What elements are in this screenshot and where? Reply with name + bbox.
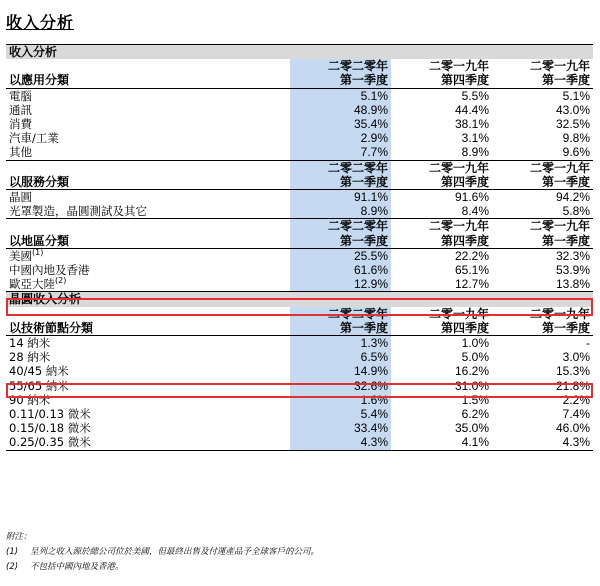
column-header-year: 二零一九年 [428, 306, 489, 321]
footnotes [6, 530, 319, 575]
row-value: 3.1% [461, 131, 489, 146]
row-value: 2.9% [290, 131, 391, 145]
footnote-2-number: (2) [6, 562, 19, 572]
footnote-marker: (2) [55, 277, 67, 286]
row-value: 22.2% [454, 248, 489, 263]
row-label [6, 190, 290, 205]
row-value: 5.1% [562, 88, 591, 103]
section-header [6, 292, 593, 307]
row-value: 12.9% [290, 277, 391, 292]
column-header-quarter: 第一季度 [290, 321, 391, 336]
row-label [6, 117, 290, 131]
row-value: 44.4% [454, 102, 489, 117]
column-header-quarter: 第一季度 [290, 234, 391, 249]
row-label [6, 248, 290, 263]
table-row [6, 88, 593, 103]
row-value: 16.2% [454, 364, 489, 379]
row-value: 48.9% [290, 103, 391, 117]
row-value: 32.5% [555, 117, 591, 132]
table-row [6, 117, 593, 131]
row-label [6, 263, 290, 277]
column-header-year: 二零一九年 [530, 59, 591, 74]
column-header-quarter: 第一季度 [492, 321, 593, 336]
row-value: 1.0% [461, 336, 489, 351]
column-header-year: 二零二零年 [290, 160, 391, 175]
column-header-row [6, 307, 593, 321]
column-header-row [6, 73, 593, 88]
row-value: 1.5% [461, 392, 489, 407]
column-header-row [6, 175, 593, 190]
row-value: 65.1% [454, 263, 489, 278]
row-value: 9.8% [562, 131, 591, 146]
row-label [6, 435, 290, 450]
section-title: 晶圓收入分析 [6, 292, 593, 307]
row-label-text: 消費 [9, 117, 32, 132]
row-label-text: 通訊 [9, 102, 32, 117]
table-row [6, 190, 593, 205]
row-value: 5.0% [461, 350, 489, 365]
row-label-text: 汽車/工業 [9, 131, 59, 146]
footnote-marker: (1) [32, 248, 44, 258]
footnote-1-number: (1) [6, 547, 19, 557]
row-value: 61.6% [290, 263, 391, 277]
table-row [6, 263, 593, 277]
row-value: 32.3% [555, 248, 591, 263]
row-value: 5.4% [290, 407, 391, 421]
row-label-text: 晶圓 [9, 190, 32, 205]
row-value: 5.1% [290, 88, 391, 103]
group-label: 以地區分類 [6, 234, 290, 249]
row-value: 43.0% [555, 102, 591, 117]
footnotes-heading: 附注： [6, 532, 32, 542]
page-title: 收入分析 [6, 13, 75, 32]
header-spacer [6, 59, 290, 73]
column-header-year: 二零一九年 [530, 306, 591, 321]
column-header-year: 二零一九年 [530, 219, 591, 234]
row-label-text: 美國 [9, 248, 32, 263]
row-value: 4.3% [492, 435, 593, 450]
row-label [6, 131, 290, 145]
footnote-1-text: 呈列之收入源於總公司位於美國，但最終出售及付運產品予全球客戶的公司。 [30, 547, 320, 557]
row-value: 35.4% [290, 117, 391, 131]
row-label-text: 40/45 納米 [9, 364, 69, 379]
row-value: 12.7% [391, 277, 492, 292]
group-label: 以應用分類 [6, 73, 290, 88]
group-label: 以服務分類 [6, 175, 290, 190]
row-label-text: 其他 [9, 145, 32, 160]
row-value: 4.3% [290, 435, 391, 450]
footnote-2-text: 不包括中國內地及香港。 [30, 562, 124, 572]
table-row [6, 407, 593, 421]
row-value: 15.3% [555, 364, 591, 379]
column-header-quarter: 第一季度 [492, 234, 593, 249]
row-label-text: 歐亞大陸 [9, 277, 55, 292]
row-label [6, 277, 290, 292]
row-value: - [586, 336, 591, 351]
row-label-text: 90 納米 [9, 392, 51, 407]
column-header-year: 二零一九年 [428, 59, 489, 74]
row-value: 21.8% [555, 378, 591, 393]
column-header-quarter: 第一季度 [290, 175, 391, 190]
table-row [6, 277, 593, 292]
table-row [6, 393, 593, 407]
row-label [6, 88, 290, 103]
row-label [6, 204, 290, 219]
header-spacer [6, 307, 290, 321]
row-label-text: 28 納米 [9, 350, 51, 365]
table-row [6, 421, 593, 435]
table-row [6, 103, 593, 117]
table-row [6, 131, 593, 145]
column-header-row [6, 59, 593, 73]
row-label-text: 0.15/0.18 微米 [9, 421, 91, 436]
row-value: 8.9% [290, 204, 391, 219]
row-value: 14.9% [290, 364, 391, 378]
column-header-row [6, 234, 593, 249]
column-header-row [6, 219, 593, 234]
header-spacer [6, 160, 290, 175]
row-label [6, 145, 290, 160]
column-header-quarter: 第四季度 [391, 321, 492, 336]
row-label-text: 中國內地及香港 [9, 263, 90, 278]
row-value: 33.4% [290, 421, 391, 435]
table-row [6, 145, 593, 160]
column-header-quarter: 第一季度 [492, 73, 593, 88]
footnote-2 [6, 560, 319, 575]
row-value: 38.1% [454, 117, 489, 132]
header-spacer [6, 219, 290, 234]
row-value: 8.4% [391, 204, 492, 219]
row-value: 5.8% [492, 204, 593, 219]
table-row [6, 379, 593, 393]
row-label-text: 14 納米 [9, 336, 51, 351]
column-header-row [6, 321, 593, 336]
row-value: 53.9% [555, 263, 591, 278]
footnote-1 [6, 545, 319, 560]
row-value: 91.6% [454, 190, 489, 205]
group-label: 以技術節點分類 [6, 321, 290, 336]
revenue-table [6, 44, 593, 451]
column-header-year: 二零一九年 [530, 160, 591, 175]
column-header-quarter: 第四季度 [391, 73, 492, 88]
row-label-text: 光罩製造，晶圓測試及其它 [9, 204, 147, 219]
row-value: 7.7% [290, 145, 391, 160]
row-label [6, 350, 290, 364]
column-header-year: 二零二零年 [290, 219, 391, 234]
column-header-year: 二零二零年 [290, 59, 391, 73]
column-header-quarter: 第四季度 [391, 234, 492, 249]
table-row [6, 435, 593, 450]
column-header-quarter: 第四季度 [391, 175, 492, 190]
table-row [6, 248, 593, 263]
table-row [6, 204, 593, 219]
row-value: 6.5% [290, 350, 391, 364]
row-value: 7.4% [562, 407, 591, 422]
row-value: 5.5% [461, 88, 489, 103]
row-label [6, 336, 290, 351]
row-value: 9.6% [492, 145, 593, 160]
row-label [6, 379, 290, 393]
row-value: 8.9% [391, 145, 492, 160]
row-value: 46.0% [555, 421, 591, 436]
row-label [6, 103, 290, 117]
table-row [6, 350, 593, 364]
section-title: 收入分析 [6, 45, 593, 60]
row-value: 94.2% [555, 190, 591, 205]
row-label-text: 電腦 [9, 88, 32, 103]
row-label [6, 364, 290, 378]
column-header-row [6, 160, 593, 175]
row-value: 3.0% [562, 350, 591, 365]
row-value: 6.2% [461, 407, 489, 422]
column-header-year: 二零一九年 [428, 219, 489, 234]
row-value: 25.5% [290, 248, 391, 263]
row-value: 91.1% [290, 190, 391, 205]
row-label [6, 393, 290, 407]
row-label-text: 0.11/0.13 微米 [9, 407, 91, 422]
section-header [6, 45, 593, 60]
row-label [6, 421, 290, 435]
column-header-year: 二零二零年 [290, 307, 391, 321]
column-header-year: 二零一九年 [428, 160, 489, 175]
row-label-text: 0.25/0.35 微米 [9, 435, 91, 450]
row-value: 1.3% [290, 336, 391, 351]
column-header-quarter: 第一季度 [492, 175, 593, 190]
row-value: 35.0% [454, 421, 489, 436]
table-row [6, 336, 593, 351]
row-value: 4.1% [391, 435, 492, 450]
row-value: 2.2% [562, 392, 591, 407]
row-label [6, 407, 290, 421]
row-value: 13.8% [492, 277, 593, 292]
column-header-quarter: 第一季度 [290, 73, 391, 88]
row-value: 32.6% [290, 379, 391, 393]
row-value: 31.0% [454, 378, 489, 393]
row-label-text: 55/65 納米 [9, 378, 69, 393]
table-row [6, 364, 593, 378]
row-value: 1.6% [290, 393, 391, 407]
